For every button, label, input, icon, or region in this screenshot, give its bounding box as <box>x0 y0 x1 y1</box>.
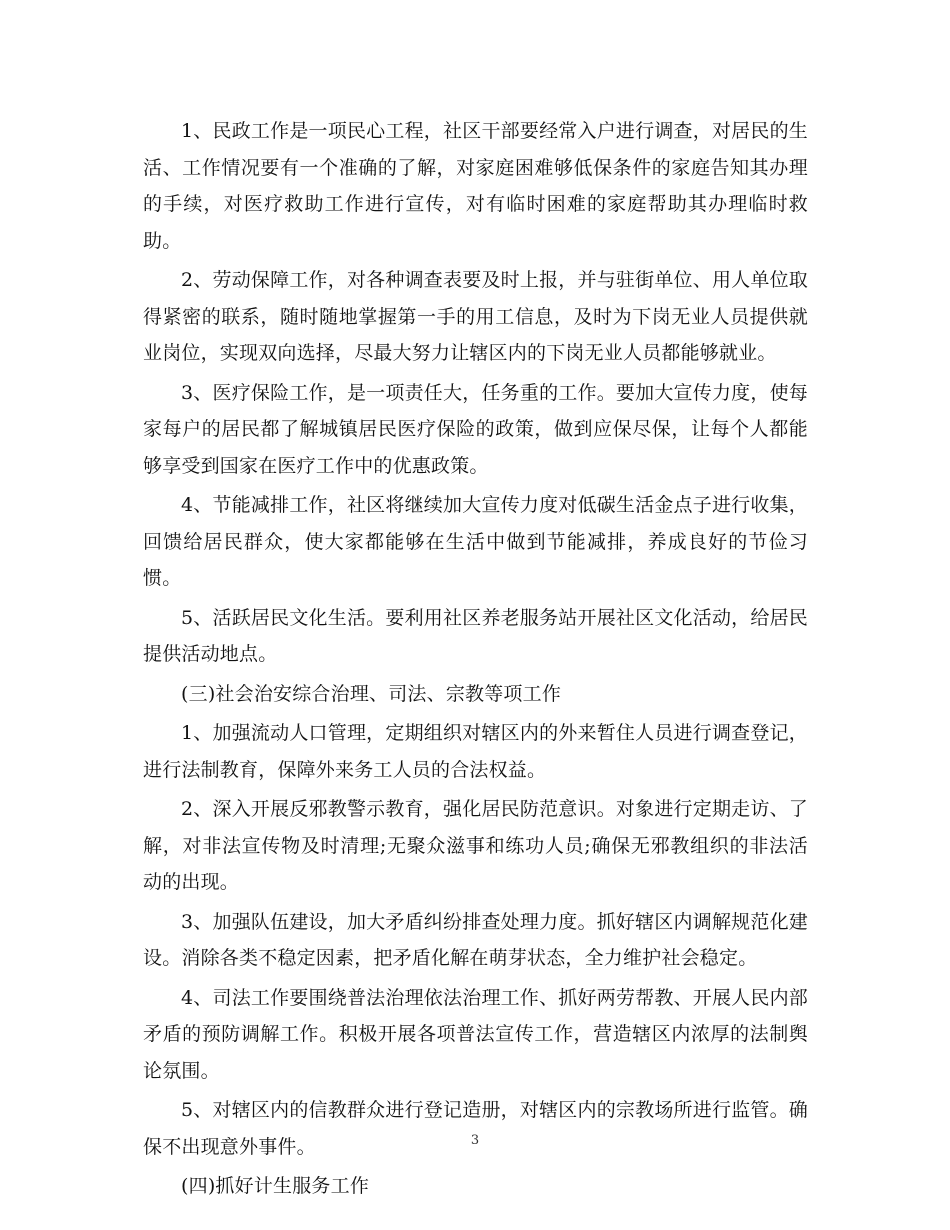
paragraph-medical-insurance: 3、医疗保险工作，是一项责任大，任务重的工作。要加大宣传力度，使每家每户的居民都了解城镇居民医疗保险的政策，做到应保尽保，让每个人都能够享受到国家在医疗工作中的优惠政策。 <box>143 381 808 477</box>
paragraph-religious-registration: 5、对辖区内的信教群众进行登记造册，对辖区内的宗教场所进行监管。确保不出现意外事件。 <box>143 1099 808 1158</box>
paragraph-cultural-life: 5、活跃居民文化生活。要利用社区养老服务站开展社区文化活动，给居民提供活动地点。 <box>143 606 808 665</box>
section-heading-public-security: (三)社会治安综合治理、司法、宗教等项工作 <box>181 682 562 705</box>
paragraph-anti-cult: 2、深入开展反邪教警示教育，强化居民防范意识。对象进行定期走访、了解，对非法宣传物及时清理;无聚众滋事和练功人员;确保无邪教组织的非法活动的出现。 <box>143 798 808 893</box>
page-number: 3 <box>470 1133 480 1148</box>
paragraph-civil-affairs: 1、民政工作是一项民心工程，社区干部要经常入户进行调查，对居民的生活、工作情况要有一个准确的了解，对家庭困难够低保条件的家庭告知其办理的手续，对医疗救助工作进行宣传，对有临时困难的家庭帮助其办理临时救助。 <box>143 120 808 252</box>
paragraph-labor-security: 2、劳动保障工作，对各种调查表要及时上报，并与驻街单位、用人单位取得紧密的联系，随时随地掌握第一手的用工信息，及时为下岗无业人员提供就业岗位，实现双向选择，尽最大努力让辖区内的下岗无业人员都能够就业。 <box>143 269 808 364</box>
paragraph-energy-saving: 4、节能减排工作，社区将继续加大宣传力度对低碳生活金点子进行收集，回馈给居民群众，使大家都能够在生活中做到节能减排，养成良好的节俭习惯。 <box>143 494 808 589</box>
paragraph-team-building: 3、加强队伍建设，加大矛盾纠纷排查处理力度。抓好辖区内调解规范化建设。消除各类不稳定因素，把矛盾化解在萌芽状态，全力维护社会稳定。 <box>143 910 808 969</box>
paragraph-judicial-work: 4、司法工作要围绕普法治理依法治理工作、抓好两劳帮教、开展人民内部矛盾的预防调解工作。积极开展各项普法宣传工作，营造辖区内浓厚的法制舆论氛围。 <box>143 986 808 1082</box>
paragraph-floating-population: 1、加强流动人口管理，定期组织对辖区内的外来暂住人员进行调查登记，进行法制教育，保障外来务工人员的合法权益。 <box>143 722 808 781</box>
document-body <box>143 113 808 1208</box>
section-heading-family-planning: (四)抓好计生服务工作 <box>181 1175 370 1197</box>
